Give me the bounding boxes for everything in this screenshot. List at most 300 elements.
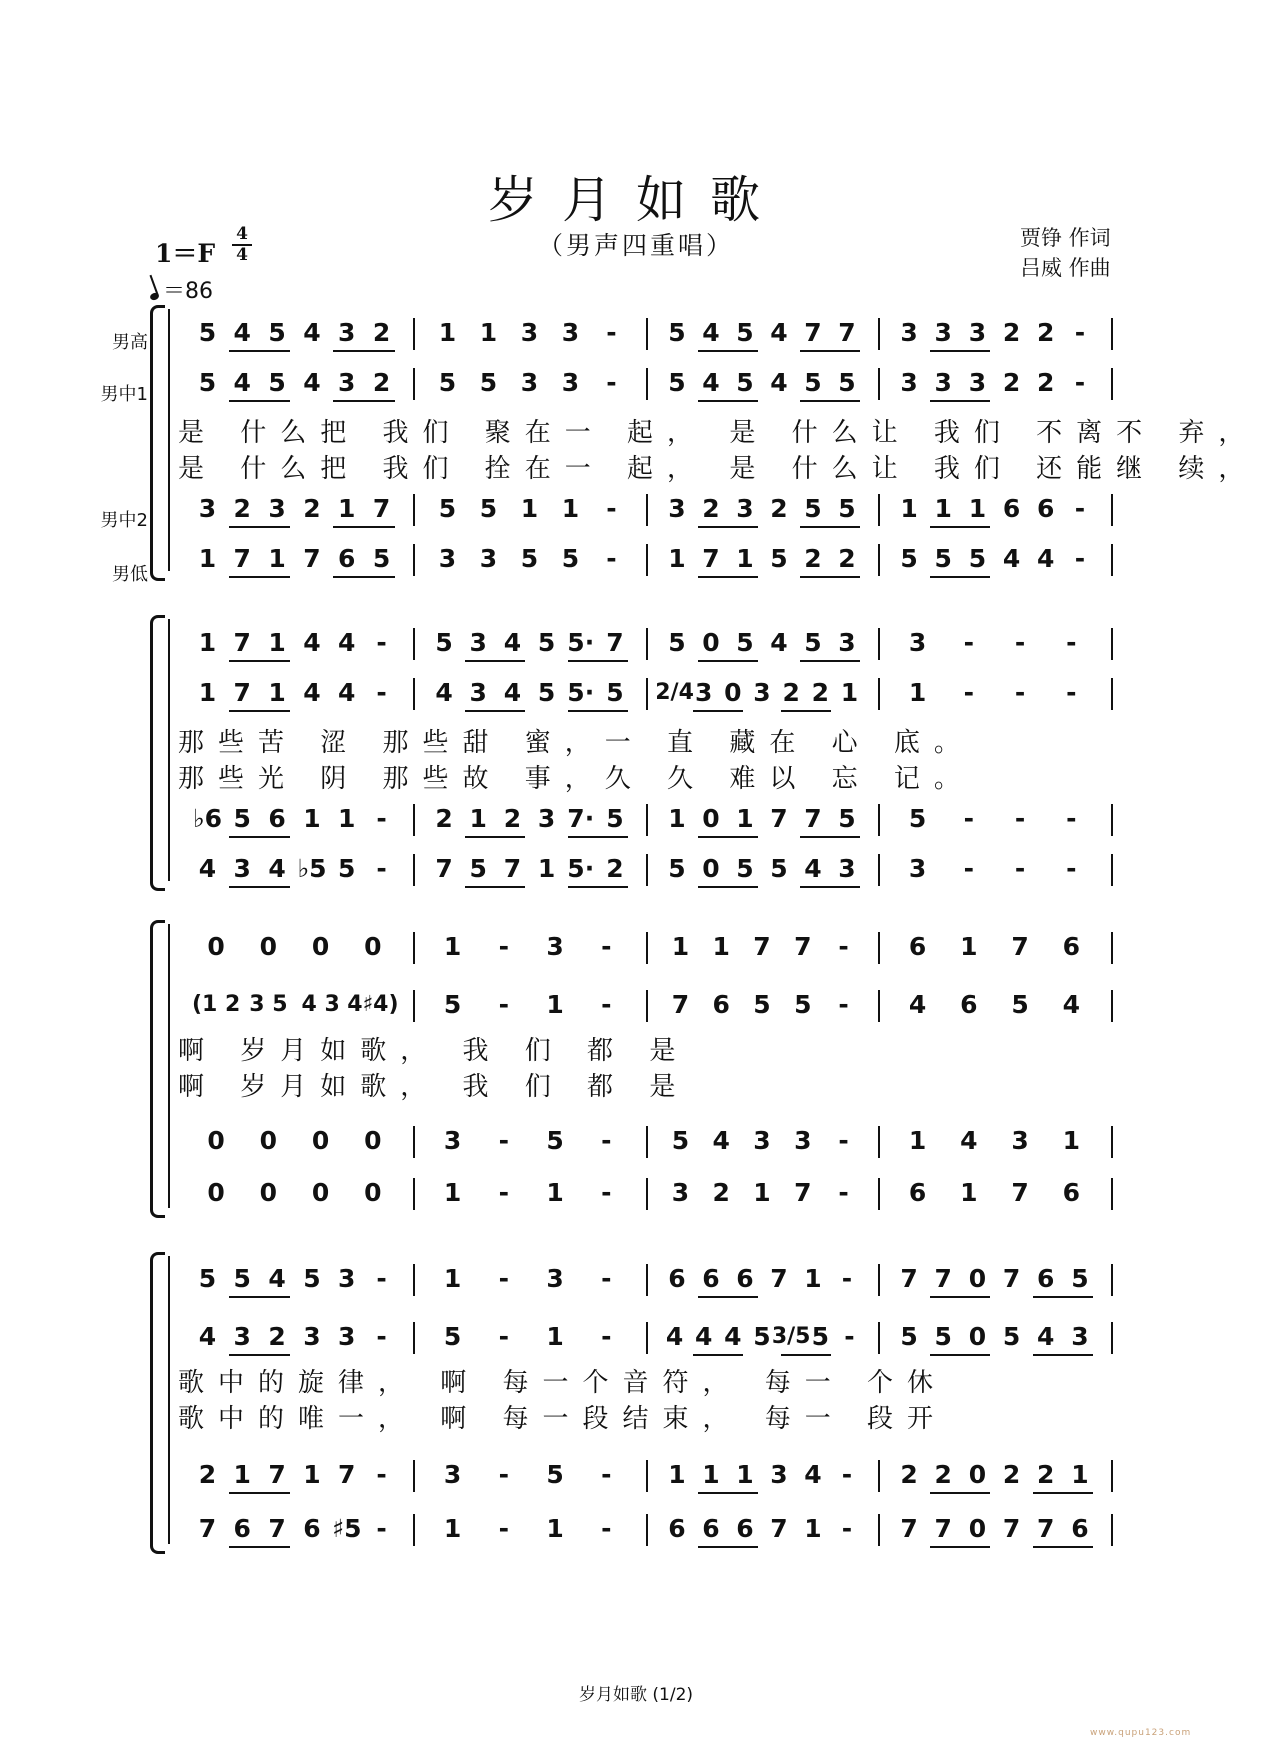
barline [1111, 804, 1113, 836]
dash-token: - [838, 990, 849, 1019]
note-token: 2 [1002, 368, 1021, 397]
barline [878, 1264, 880, 1296]
note-token: 6 [712, 990, 730, 1019]
note-token: 5 [770, 854, 788, 883]
note-token: 5 [537, 678, 556, 707]
note-token: 1 [198, 678, 217, 707]
note-token: 1 [804, 1264, 822, 1293]
note-token: 5 [198, 368, 217, 397]
note-token: 3 [770, 1460, 788, 1489]
note-token: 6 [268, 804, 286, 833]
dash-token: - [1074, 544, 1086, 573]
note-token: 3 [934, 318, 952, 347]
eighth-beam [229, 1546, 291, 1548]
note-token: 4 [303, 628, 321, 657]
eighth-beam [229, 400, 291, 402]
barline [646, 1322, 648, 1354]
dash-token: - [1074, 318, 1086, 347]
part-row-2 [178, 492, 1113, 526]
note-token: 2 [503, 804, 522, 833]
eighth-beam [465, 710, 525, 712]
dash-token: - [376, 1514, 387, 1543]
note-token: 5 [233, 1264, 251, 1293]
note-token: 3 [908, 628, 927, 657]
barline [413, 368, 415, 400]
barline [646, 318, 648, 350]
note-token: 4 [712, 1126, 730, 1155]
note-token: 5 [561, 544, 580, 573]
barline [413, 1178, 415, 1210]
note-token: 1 [712, 932, 730, 961]
dash-token: - [376, 1322, 387, 1351]
part-row-0 [178, 1262, 1113, 1296]
note-token: 4 3 [301, 992, 340, 1017]
note-token: 5 [546, 1460, 564, 1489]
note-token: 3 [561, 368, 580, 397]
note-token: 1 [960, 1178, 978, 1207]
eighth-beam [698, 1492, 758, 1494]
note-token: 0 [311, 932, 330, 961]
eighth-beam [800, 576, 860, 578]
lyric-line-1: 那些苦 涩 那些甜 蜜，一 直 藏在 心 底。 [178, 728, 974, 758]
part-row-1 [178, 1320, 1113, 1354]
part-row-1 [178, 676, 1113, 710]
eighth-beam [465, 660, 525, 662]
note-token: 1 [934, 494, 952, 523]
eighth-beam [800, 526, 860, 528]
dash-token: - [838, 932, 849, 961]
note-token: ♭6 [192, 804, 222, 833]
eighth-beam [800, 400, 860, 402]
note-token: 4 [695, 1322, 713, 1351]
note-token: 5 [838, 368, 856, 397]
note-token: 3 5 [249, 992, 288, 1017]
note-token: (1 2 [191, 992, 241, 1017]
note-token: 4 [435, 678, 453, 707]
note-token: 5· [567, 854, 595, 883]
note-token: 5 [268, 368, 286, 397]
note-token: 5 [546, 1126, 564, 1155]
note-token: 1 [1062, 1126, 1081, 1155]
barline [878, 990, 880, 1022]
lyric-line-2: 那些光 阴 那些故 事，久 久 难以 忘 记。 [178, 764, 974, 794]
dash-token: - [844, 1322, 855, 1351]
eighth-beam [229, 576, 291, 578]
barline [1111, 1264, 1113, 1296]
note-token: 3 [838, 854, 856, 883]
note-token: 2 [811, 678, 829, 707]
barline [646, 368, 648, 400]
note-token: 1 [702, 1460, 720, 1489]
lyricist-credit: 贾铮 作词 [1020, 226, 1111, 250]
eighth-beam [698, 660, 758, 662]
note-token: 3 [561, 318, 580, 347]
eighth-beam [465, 886, 525, 888]
note-token: 1 [338, 804, 356, 833]
note-token: 2 [1002, 1460, 1021, 1489]
note-token: 3 [1011, 1126, 1029, 1155]
note-token: 4 [338, 628, 356, 657]
quarter-note-icon [149, 292, 160, 302]
note-token: 3 [537, 804, 556, 833]
eighth-beam [930, 1296, 990, 1298]
note-token: 6 [908, 932, 927, 961]
barline [646, 1514, 648, 1546]
barline [413, 678, 415, 710]
note-token: 6 [1037, 494, 1055, 523]
barline [1111, 1178, 1113, 1210]
barline [878, 494, 880, 526]
note-token: 2 [435, 804, 453, 833]
note-token: 1 [268, 544, 286, 573]
note-token: 5 [794, 990, 812, 1019]
dash-token: - [963, 804, 975, 833]
note-token: 3 [794, 1126, 812, 1155]
note-token: 1 [233, 1460, 251, 1489]
note-token: 2 [198, 1460, 217, 1489]
note-token: 5 [338, 854, 356, 883]
system-brace [150, 305, 165, 581]
note-token: 6 [233, 1514, 251, 1543]
eighth-beam [333, 576, 395, 578]
note-token: 2 [372, 368, 391, 397]
dash-token: - [601, 1126, 612, 1155]
note-token: 2 [372, 318, 391, 347]
dash-token: - [376, 1460, 387, 1489]
barline [1111, 678, 1113, 710]
dash-token: - [1066, 804, 1077, 833]
note-token: 4 [303, 678, 321, 707]
note-token: 3/5 [771, 1324, 811, 1349]
eighth-beam [568, 886, 628, 888]
dash-token: - [1074, 368, 1086, 397]
note-token: 1 [668, 1460, 686, 1489]
note-token: 3 [233, 854, 251, 883]
note-token: 3 [520, 368, 539, 397]
note-token: 1 [537, 854, 556, 883]
note-token: 7 [372, 494, 391, 523]
eighth-beam [693, 710, 743, 712]
barline [413, 854, 415, 886]
voice-label-baritone1: 男中1 [100, 384, 148, 405]
note-token: 2 [303, 494, 321, 523]
barline [413, 1460, 415, 1492]
dash-token: - [841, 1460, 853, 1489]
part-row-3 [178, 542, 1113, 576]
dash-token: - [376, 804, 387, 833]
note-token: 1 [960, 932, 978, 961]
barline [646, 1460, 648, 1492]
dash-token: - [498, 1514, 510, 1543]
note-token: 2/4 [655, 680, 694, 705]
dash-token: - [841, 1514, 853, 1543]
note-token: 3 [268, 494, 286, 523]
barline [646, 628, 648, 660]
tempo-marking [150, 274, 213, 305]
note-token: 4 [1037, 544, 1055, 573]
note-token: 3 [934, 368, 952, 397]
note-token: 6 [668, 1514, 686, 1543]
barline [878, 1178, 880, 1210]
note-token: 5 [606, 678, 624, 707]
note-token: 5 [438, 368, 457, 397]
note-token: 4 [724, 1322, 742, 1351]
lyric-line-2: 啊 岁月如歌， 我 们 都 是 [178, 1072, 690, 1102]
eighth-beam [800, 886, 860, 888]
eighth-beam [568, 660, 628, 662]
note-token: 2 [1037, 1460, 1055, 1489]
barline [413, 1514, 415, 1546]
note-token: 0 [311, 1178, 330, 1207]
part-row-3 [178, 1512, 1113, 1546]
note-token: 6 [736, 1264, 754, 1293]
note-token: 7 [671, 990, 690, 1019]
note-token: 0 [364, 1126, 382, 1155]
note-token: 4 [770, 628, 788, 657]
barline [646, 804, 648, 836]
note-token: 1 [198, 544, 217, 573]
eighth-beam [800, 350, 860, 352]
dash-token: - [1014, 804, 1026, 833]
note-token: 7 [753, 932, 771, 961]
dash-token: - [606, 368, 617, 397]
note-token: 4 [665, 1322, 684, 1351]
eighth-beam [568, 710, 628, 712]
note-token: 0 [311, 1126, 330, 1155]
eighth-beam [229, 660, 291, 662]
composer-credit: 吕威 作曲 [1020, 256, 1111, 280]
barline [646, 494, 648, 526]
eighth-beam [1033, 1546, 1093, 1548]
dash-token: - [498, 1460, 510, 1489]
note-token: 5 [736, 628, 754, 657]
note-token: 1 [736, 804, 754, 833]
dash-token: - [1014, 678, 1026, 707]
note-token: 5 [753, 1322, 771, 1351]
note-token: 5 [934, 544, 952, 573]
note-token: 5 [1071, 1264, 1089, 1293]
note-token: 1 [338, 494, 356, 523]
eighth-beam [568, 836, 628, 838]
time-signature [232, 226, 252, 264]
note-token: 5 [804, 628, 822, 657]
barline [878, 544, 880, 576]
barline [1111, 1460, 1113, 1492]
note-token: 4♯4) [347, 992, 399, 1017]
note-token: 4 [503, 628, 522, 657]
barline [646, 990, 648, 1022]
note-token: 3 [479, 544, 498, 573]
lyric-line-2: 是 什么把 我们 拴在一 起， 是 什么让 我们 还能继 续， [178, 454, 1259, 484]
dash-token: - [601, 1264, 612, 1293]
note-token: 5 [443, 1322, 462, 1351]
eighth-beam [698, 576, 758, 578]
note-token: 4 [702, 368, 720, 397]
note-token: 6 [1037, 1264, 1055, 1293]
part-row-2 [178, 1458, 1113, 1492]
note-token: 3 [695, 678, 713, 707]
note-token: 2 [770, 494, 788, 523]
note-token: 5 [908, 804, 927, 833]
note-token: 6 [702, 1264, 720, 1293]
lyric-line-1: 歌中的旋律， 啊 每一个音符， 每一 个休 [178, 1368, 948, 1398]
note-token: 5 [668, 318, 686, 347]
dash-token: - [841, 1264, 853, 1293]
note-token: 3 [671, 1178, 690, 1207]
note-token: 7 [233, 678, 251, 707]
note-token: 1 [840, 678, 859, 707]
dash-token: - [838, 1126, 849, 1155]
note-token: 1 [546, 1322, 564, 1351]
part-row-3 [178, 1176, 1113, 1210]
note-token: 1 [546, 990, 564, 1019]
note-token: 4 [702, 318, 720, 347]
barline [1111, 1514, 1113, 1546]
note-token: 4 [198, 854, 217, 883]
dash-token: - [601, 1322, 612, 1351]
barline [878, 628, 880, 660]
note-token: 7 [934, 1264, 952, 1293]
note-token: 3 [753, 1126, 771, 1155]
eighth-beam [229, 836, 291, 838]
barline [1111, 544, 1113, 576]
note-token: 7 [1002, 1264, 1021, 1293]
note-token: 0 [207, 932, 225, 961]
eighth-beam [930, 1492, 990, 1494]
note-token: 1 [736, 544, 754, 573]
note-token: 4 [338, 678, 356, 707]
dash-token: - [1014, 854, 1026, 883]
dash-token: - [498, 1264, 510, 1293]
note-token: 7 [900, 1264, 918, 1293]
note-token: 2 [900, 1460, 918, 1489]
note-token: 4 [303, 368, 321, 397]
part-row-0 [178, 930, 1113, 964]
dash-token: - [601, 1460, 612, 1489]
note-token: 7 [934, 1514, 952, 1543]
barline [1111, 932, 1113, 964]
eighth-beam [930, 1354, 990, 1356]
eighth-beam [229, 710, 291, 712]
eighth-beam [698, 886, 758, 888]
eighth-beam [800, 660, 860, 662]
eighth-beam [698, 836, 758, 838]
eighth-beam [698, 1546, 758, 1548]
note-token: 0 [259, 1126, 278, 1155]
barline [1111, 628, 1113, 660]
note-token: 6 [338, 544, 356, 573]
eighth-beam [1033, 1296, 1093, 1298]
note-token: 2 [268, 1322, 286, 1351]
note-token: 1 [561, 494, 580, 523]
note-token: ♯5 [332, 1514, 362, 1543]
note-token: 5 [1011, 990, 1029, 1019]
note-token: 6 [908, 1178, 927, 1207]
dash-token: - [838, 1178, 849, 1207]
barline [878, 318, 880, 350]
eighth-beam [229, 350, 291, 352]
note-token: 7 [900, 1514, 918, 1543]
lyric-line-1: 是 什么把 我们 聚在一 起， 是 什么让 我们 不离不 弃， [178, 418, 1259, 448]
note-token: 5 [198, 1264, 217, 1293]
song-subtitle: （男声四重唱） [537, 231, 734, 260]
eighth-beam [781, 1354, 831, 1356]
note-token: 4 [233, 368, 251, 397]
meter-top: 4 [236, 224, 248, 244]
note-token: 7 [503, 854, 522, 883]
note-token: 3 [520, 318, 539, 347]
note-token: 2 [1037, 368, 1055, 397]
dash-token: - [601, 990, 612, 1019]
note-token: 1 [443, 932, 462, 961]
note-token: 7 [268, 1514, 286, 1543]
note-token: 2 [1037, 318, 1055, 347]
barline [878, 368, 880, 400]
note-token: 3 [900, 368, 918, 397]
part-row-0 [178, 316, 1113, 350]
voice-label-tenor: 男高 [112, 332, 148, 353]
note-token: 5· [567, 628, 595, 657]
note-token: 3 [1071, 1322, 1089, 1351]
note-token: 7 [233, 628, 251, 657]
note-token: 6 [960, 990, 978, 1019]
note-token: 7 [1037, 1514, 1055, 1543]
note-token: 1 [753, 1178, 771, 1207]
note-token: 5 [668, 854, 686, 883]
note-token: 5 [668, 368, 686, 397]
note-token: 0 [364, 1178, 382, 1207]
system-brace [150, 920, 165, 1218]
note-token: 2 [1002, 318, 1021, 347]
note-token: 1 [303, 1460, 321, 1489]
barline [1111, 1322, 1113, 1354]
barline [413, 1126, 415, 1158]
dash-token: - [1074, 494, 1086, 523]
note-token: 3 [736, 494, 754, 523]
note-token: 3 [303, 1322, 321, 1351]
eighth-beam [1033, 1492, 1093, 1494]
note-token: 0 [364, 932, 382, 961]
barline [646, 854, 648, 886]
eighth-beam [698, 350, 758, 352]
note-token: 1 [736, 1460, 754, 1489]
note-token: 4 [770, 368, 788, 397]
note-token: 4 [1062, 990, 1081, 1019]
barline [878, 804, 880, 836]
note-token: 5 [804, 368, 822, 397]
note-token: 4 [268, 1264, 286, 1293]
note-token: 7 [303, 544, 321, 573]
note-token: 3 [338, 1264, 356, 1293]
note-token: 3 [338, 1322, 356, 1351]
eighth-beam [930, 400, 990, 402]
barline [878, 678, 880, 710]
note-token: 1 [469, 804, 487, 833]
note-token: 5 [770, 544, 788, 573]
eighth-beam [333, 400, 395, 402]
note-token: 7 [838, 318, 856, 347]
song-title: 岁月如歌 [488, 171, 784, 229]
dash-token: - [376, 854, 387, 883]
note-token: 5 [372, 544, 391, 573]
eighth-beam [698, 526, 758, 528]
barline [413, 494, 415, 526]
eighth-beam [229, 1296, 291, 1298]
note-token: 5 [736, 318, 754, 347]
note-token: 5 [469, 854, 487, 883]
note-token: 5 [520, 544, 539, 573]
part-row-1 [178, 366, 1113, 400]
